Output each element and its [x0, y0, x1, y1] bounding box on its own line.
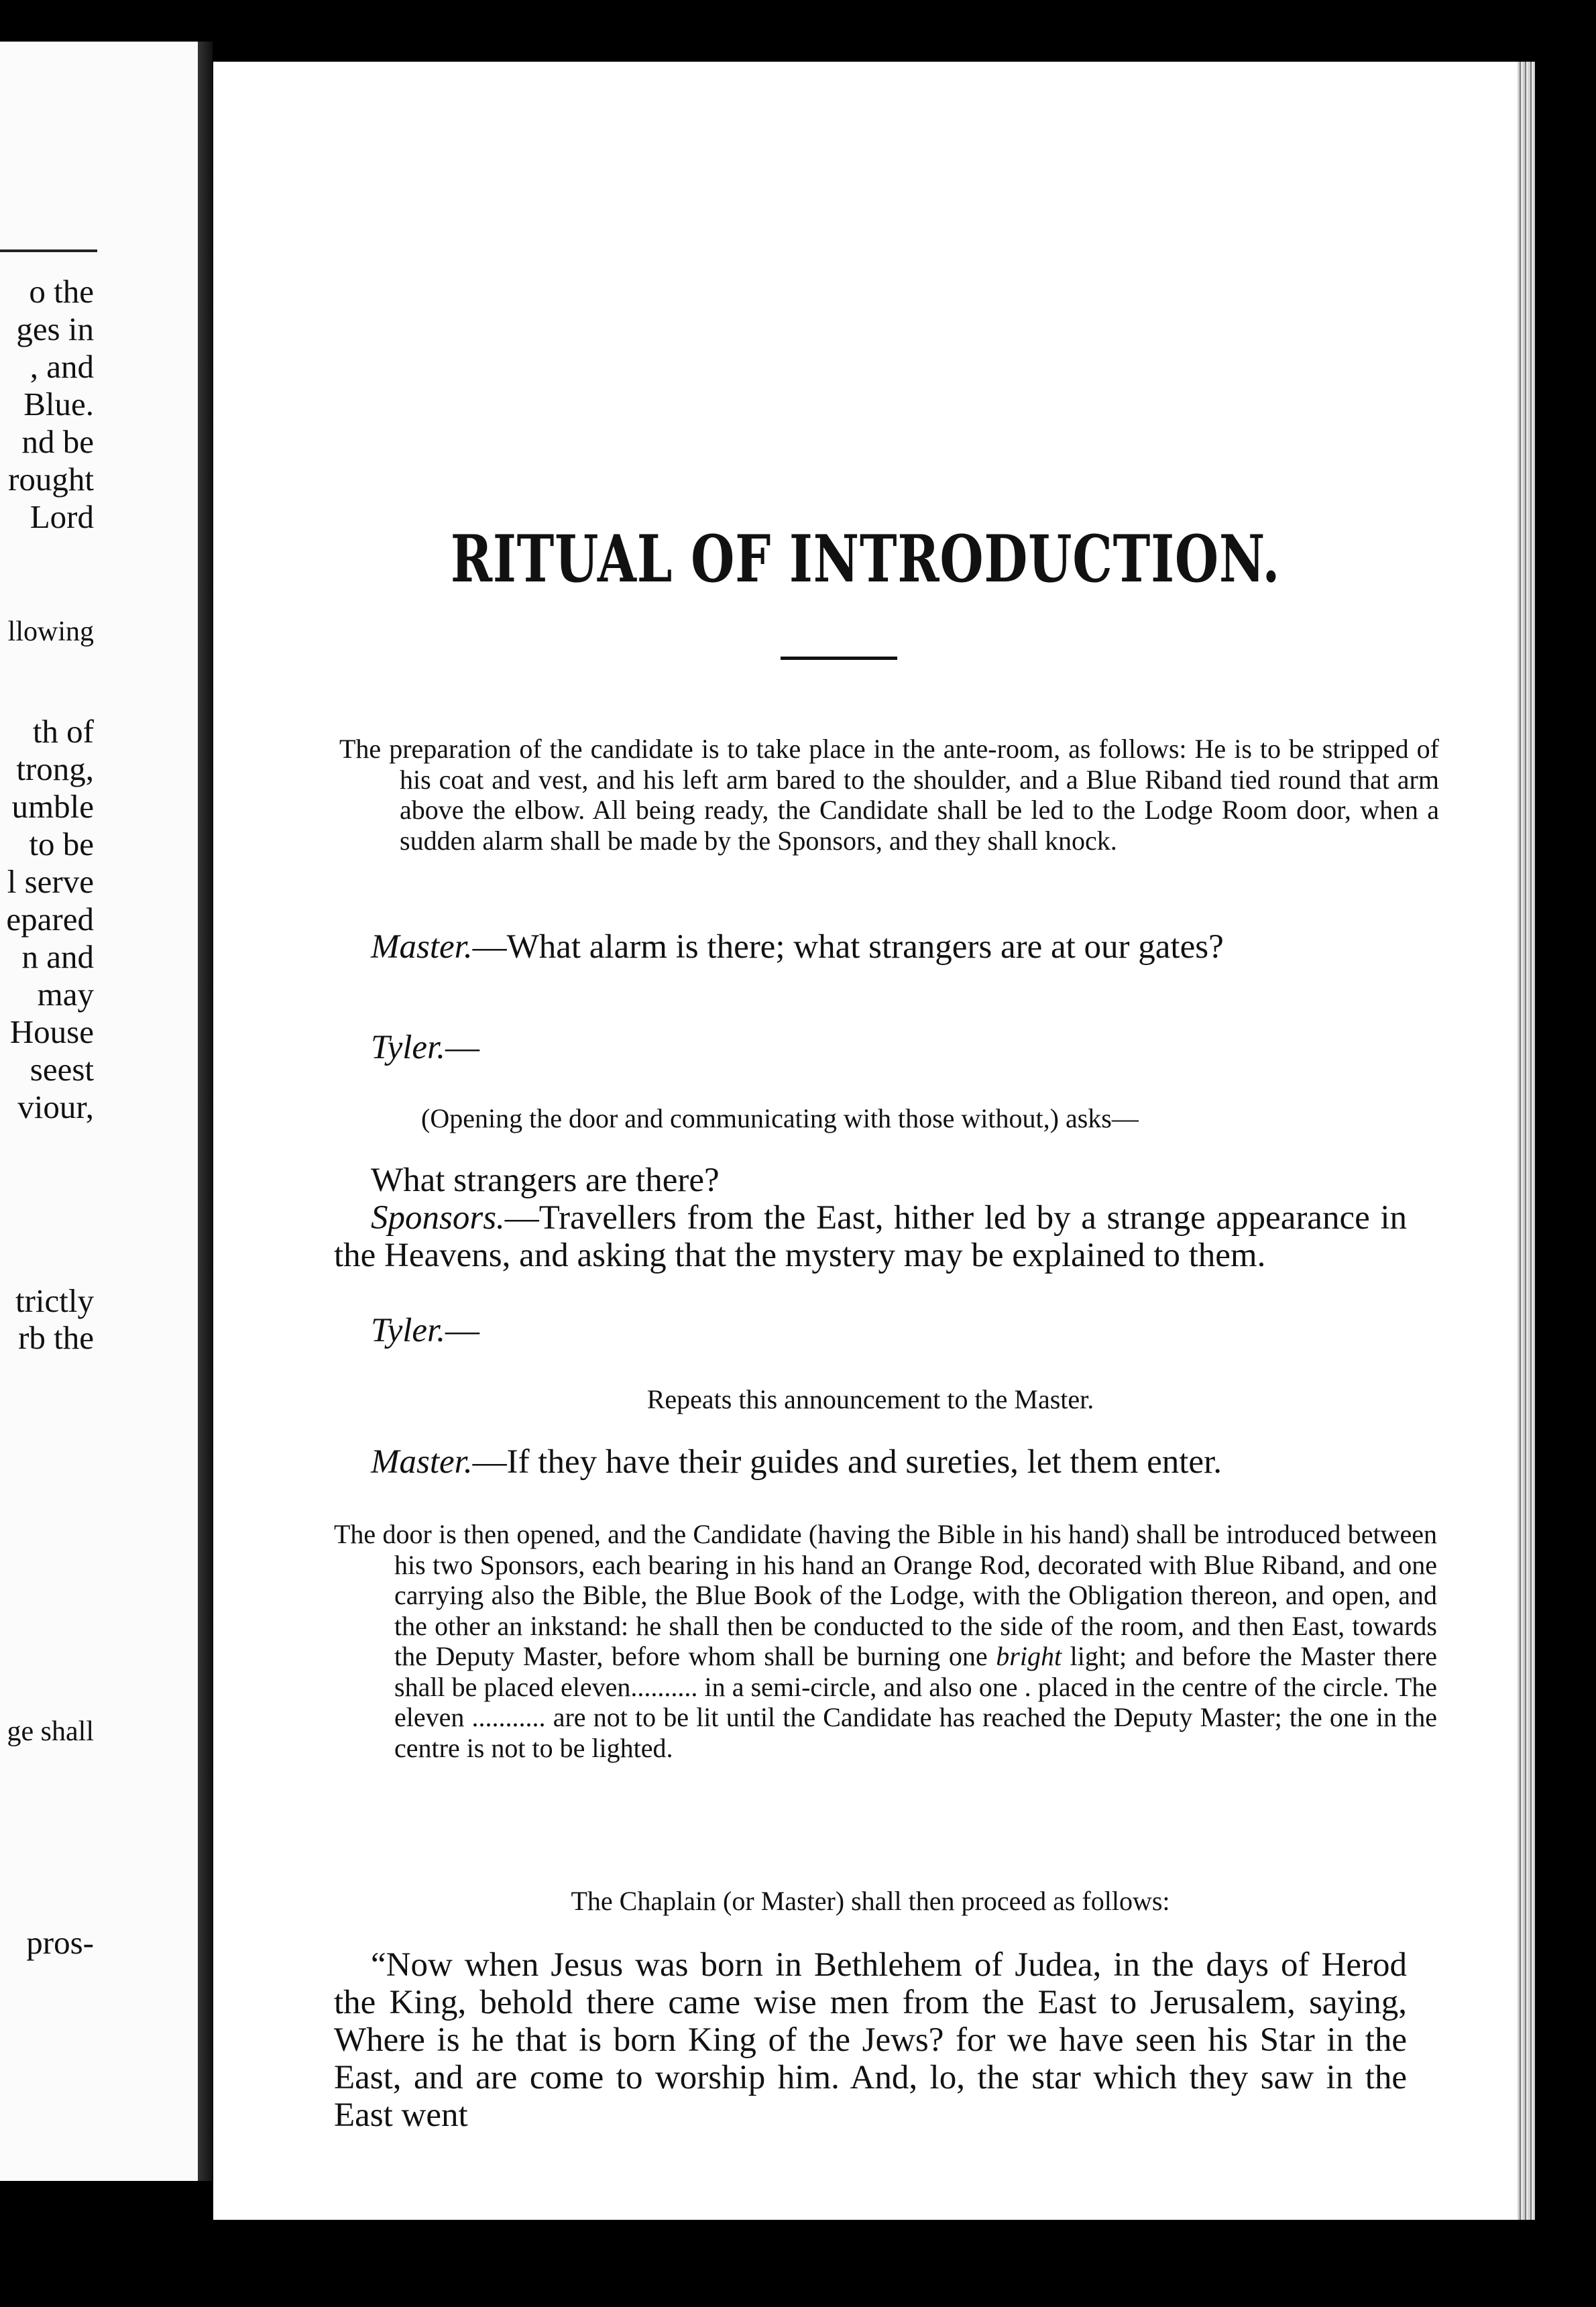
left-page-line: th of [32, 713, 94, 750]
left-page-line: l serve [7, 863, 94, 900]
left-page-line: ge shall [7, 1716, 94, 1747]
master-speech-1: —What alarm is there; what strangers are at our gates? [472, 928, 1224, 966]
tyler-line-2 [371, 1312, 706, 1349]
left-page-line: to be [29, 826, 94, 862]
left-page-line: may [37, 976, 94, 1013]
left-page-text [0, 42, 198, 2181]
left-page-line: umble [11, 788, 94, 825]
repeats-direction: Repeats this announcement to the Master. [646, 1384, 1094, 1414]
left-page-line: o the [29, 273, 94, 310]
door-bright-word: bright [996, 1641, 1062, 1671]
left-page-line: n and [21, 938, 94, 975]
left-page-line: House [9, 1013, 94, 1050]
master-speech-2: —If they have their guides and sureties, let them enter. [472, 1443, 1222, 1481]
master-line-2 [371, 1443, 1414, 1481]
door-text-2: light; and before the Master there shall be placed eleven.......... in a semi-circle, and also one . placed in the centre of the circle. The eleven ........... are not to be lit until the Candidate has reached the Deputy Master; the one in the centre is not to be lighted. [394, 1641, 1437, 1763]
speaker-tyler-2: Tyler. [371, 1312, 445, 1349]
main-page [213, 62, 1518, 2220]
page-title: RITUAL OF INTRODUCTION. [450, 521, 1281, 597]
speaker-master-2: Master. [371, 1443, 473, 1481]
left-page-line: epared [6, 901, 94, 938]
left-page-line: ges in [16, 311, 94, 347]
left-page-line: rb the [18, 1319, 94, 1356]
scripture-quotation: “Now when Jesus was born in Bethlehem of Judea, in the days of Herod the King, behold there came wise men from the East to Jerusalem, saying, Where is he that is born King of the Jews? for we have seen his Star in the East, and are come to worship him. And, lo, the star which they saw in the East went [334, 1946, 1407, 2134]
left-page-line: Lord [30, 498, 94, 535]
speaker-tyler: Tyler. [371, 1029, 445, 1066]
left-page-line: pros- [26, 1924, 94, 1961]
preparation-paragraph: The preparation of the candidate is to take place in the ante-room, as follows: He is to be stripped of his coat and vest, and his left arm bared to the shoulder, and a Blue Riband tied round that arm above the elbow. All being ready, the Candidate shall be led to the Lodge Room door, when a sudden alarm shall be made by the Sponsors, and they shall knock. [339, 734, 1439, 856]
tyler-dash-2: — [445, 1312, 479, 1349]
master-line-1 [334, 928, 1407, 966]
title-rule [781, 657, 897, 660]
left-page-line: Blue. [23, 386, 94, 423]
tyler-question: What strangers are there? [371, 1162, 720, 1199]
door-text-1: The door is then opened, and the Candidate (having the Bible in his hand) shall be introduced between his two Sponsors, each bearing in his hand an Orange Rod, decorated with Blue Riband, and one carrying also the Bible, the Blue Book of the Lodge, with the Obligation thereon, and open, and the other an inkstand: he shall then be conducted to the side of the room, and then East, towards the Deputy Master, before whom shall be burning one [334, 1519, 1437, 1671]
page-edge-stack [1518, 62, 1535, 2220]
sponsors-line [334, 1199, 1407, 1274]
speaker-sponsors: Sponsors. [371, 1199, 505, 1237]
tyler-stage-direction: (Opening the door and communicating with those without,) asks— [421, 1103, 1139, 1133]
sponsors-speech: —Travellers from the East, hither led by a strange appearance in the Heavens, and asking that the mystery may be explained to them. [334, 1199, 1407, 1274]
speaker-master: Master. [371, 928, 473, 966]
door-paragraph [334, 1519, 1437, 1763]
left-page-line: llowing [7, 616, 94, 647]
left-page-line: nd be [21, 423, 94, 460]
left-page-line: rought [8, 461, 94, 498]
tyler-dash: — [445, 1029, 479, 1066]
left-page-fragment [0, 42, 198, 2181]
chaplain-direction: The Chaplain (or Master) shall then proceed as follows: [571, 1886, 1170, 1916]
left-page-line: , and [30, 348, 94, 385]
book-gutter [198, 42, 213, 2181]
left-page-line: seest [30, 1051, 94, 1088]
left-page-line: trong, [16, 750, 94, 787]
left-page-line: viour, [17, 1088, 94, 1125]
tyler-line-1 [371, 1029, 706, 1066]
left-page-line: trictly [15, 1282, 94, 1319]
